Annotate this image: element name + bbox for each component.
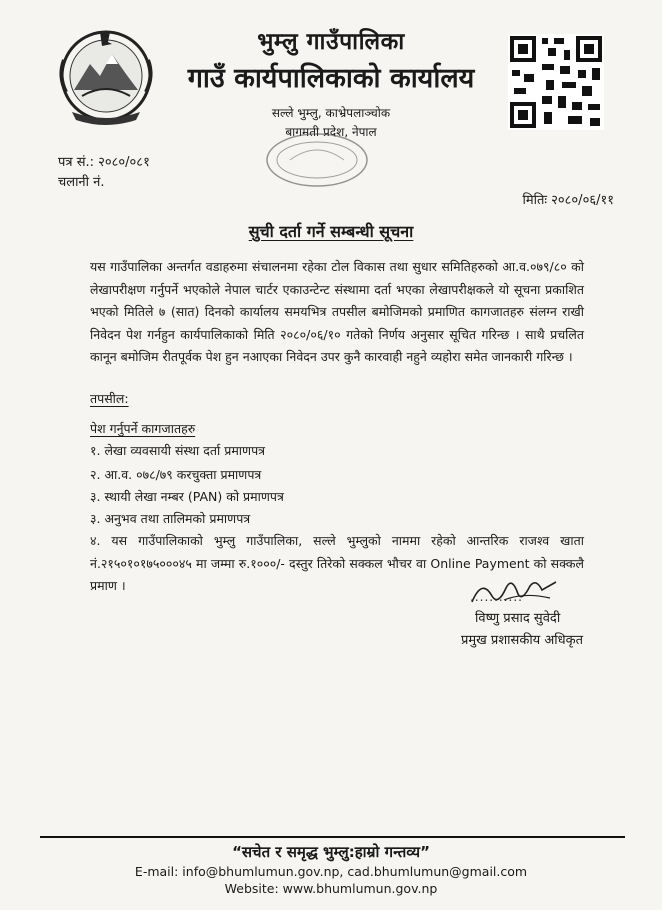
- signer-name: विष्णु प्रसाद सुवेदी: [475, 611, 561, 626]
- footer-divider: [40, 836, 625, 838]
- letter-number: पत्र सं.: २०८०/०८१: [58, 155, 150, 170]
- footer-website: Website: www.bhumlumun.gov.np: [224, 881, 438, 896]
- document-item: ४. यस गाउँपालिकाको भुम्लु गाउँपालिका, सल्ले भुम्लुको नाममा रहेको आन्तरिक राजश्व खाता नं.२१५०१०१७५०००४५ मा जम्मा रु.१०००/- दस्तुर तिरेको सक्कल भौचर वा Online Payment को सक्कलै प्रमाण ।: [90, 533, 584, 593]
- letter-date: मितिः २०८०/०६/११: [522, 193, 614, 208]
- address-line-1: सल्ले भुम्लु, काभ्रेपलाञ्चोक: [271, 106, 391, 120]
- tapasil-label: तपसील:: [90, 391, 129, 406]
- notice-title: [0, 220, 662, 242]
- footer-email: E-mail: info@bhumlumun.gov.np, cad.bhumlumun@gmail.com: [134, 864, 528, 879]
- footer-slogan: “सचेत र समृद्ध भुम्लु:हाम्रो गन्तव्य”: [232, 843, 430, 861]
- document-item: २. आ.व. ०७८/७९ करचुक्ता प्रमाणपत्र: [90, 467, 262, 482]
- document-item: ३. स्थायी लेखा नम्बर (PAN) को प्रमाणपत्र: [90, 489, 284, 504]
- document-item: १. लेखा व्यवसायी संस्था दर्ता प्रमाणपत्र: [90, 443, 266, 458]
- qr-code-icon: [508, 34, 604, 130]
- office-name: गाउँ कार्यपालिकाको कार्यालय: [187, 63, 475, 94]
- notice-body: यस गाउँपालिका अन्तर्गत वडाहरुमा संचालनमा रहेका टोल विकास तथा सुधार समितिहरुको आ.व.०७९/८० को लेखापरीक्षण गर्नुपर्ने भएकोले नेपाल चार्टर एकाउन्टेन्ट संस्थामा दर्ता भएका लेखापरीक्षकले यो सूचना प्रकाशित भएको मितिले ७ (सात) दिनको कार्यालय समयभित्र तपसील बमोजिमको प्रमाणित कागजातहरु संलग्न राखी निवेदन पेश गर्नहुन कार्यपालिकाको मिति २०८०/०६/१० गतेको निर्णय अनुसार सूचित गरिन्छ । साथै प्रचलित कानून बमोजिम रीतपूर्वक पेश हुन नआएका निवेदन उपर कुनै कारवाही नहुने व्यहोरा समेत जानकारी गरिन्छ ।: [90, 259, 584, 364]
- signer-title: प्रमुख प्रशासकीय अधिकृत: [461, 633, 584, 648]
- document-item: ३. अनुभव तथा तालिमको प्रमाणपत्र: [90, 511, 251, 526]
- notice-title-text: सुची दर्ता गर्ने सम्बन्धी सूचना: [248, 222, 414, 241]
- org-name: भुम्लु गाउँपालिका: [257, 29, 405, 55]
- dispatch-number: चलानी नं.: [58, 175, 105, 190]
- documents-heading: पेश गर्नुपर्ने कागजातहरु: [90, 421, 196, 436]
- office-stamp-icon: [262, 130, 372, 190]
- signature-dots: ...........: [470, 590, 523, 604]
- address-line-2: बागमती प्रदेश, नेपाल: [285, 125, 377, 139]
